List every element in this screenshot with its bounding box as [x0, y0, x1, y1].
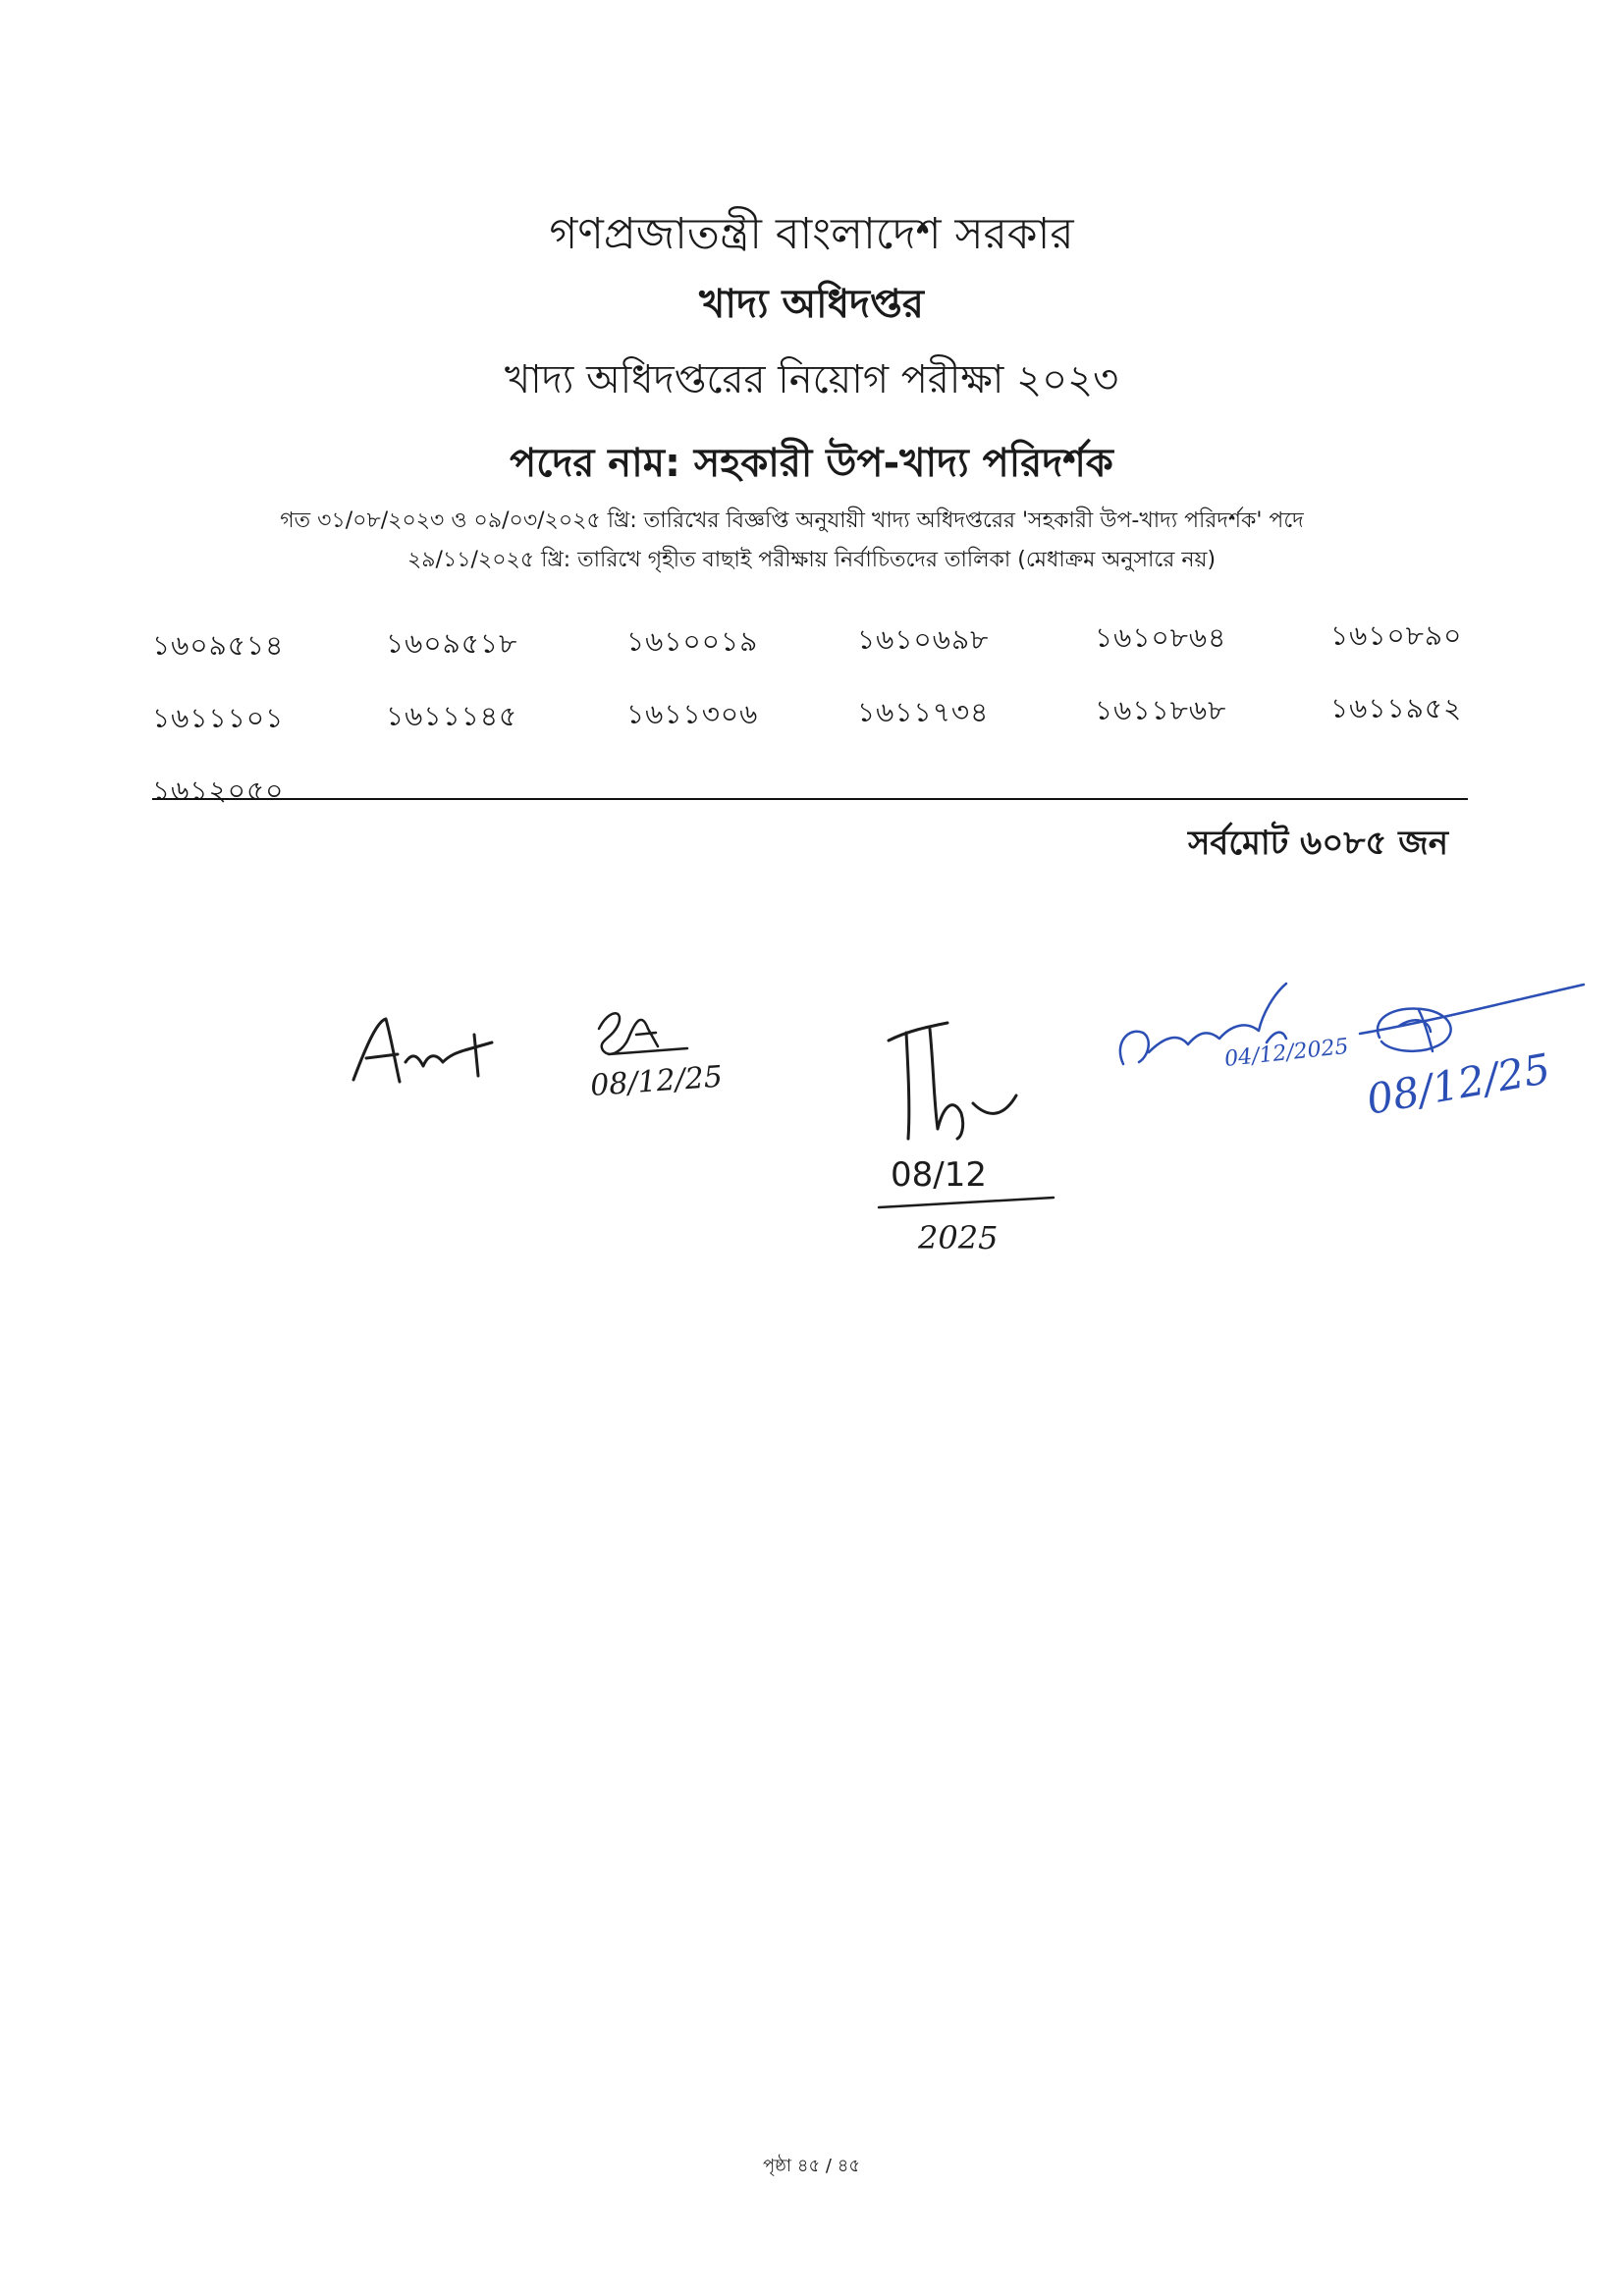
notice-line-1: গত ৩১/০৮/২০২৩ ও ০৯/০৩/২০২৫ খ্রি: তারিখের বিজ্ঞপ্তি অনুযায়ী খাদ্য অধিদপ্তরের 'সহকারী উপ-খাদ্য পরিদর্শক' পদে	[280, 508, 1304, 533]
exam-title: খাদ্য অধিদপ্তরের নিয়োগ পরীক্ষা ২০২৩	[504, 357, 1119, 402]
roll-number: ১৬১১৮৬৮	[1095, 694, 1227, 726]
signature-1	[349, 1011, 515, 1090]
signature-4-date: 04/12/2025	[1223, 1034, 1350, 1072]
signature-3	[879, 1011, 1075, 1266]
signature-4	[1109, 974, 1375, 1101]
roll-number: ১৬০৯৫১৪	[152, 629, 285, 662]
signature-3-date: 08/12	[891, 1155, 987, 1195]
roll-number: ১৬১১৯৫২	[1330, 692, 1463, 724]
roll-number: ১৬১০৮৬৪	[1095, 621, 1227, 654]
notice-line-2: ২৯/১১/২০২৫ খ্রি: তারিখে গৃহীত বাছাই পরীক্ষায় নির্বাচিতদের তালিকা (মেধাক্রম অনুসারে নয়)	[406, 548, 1217, 572]
signature-5-date: 08/12/25	[1363, 1043, 1554, 1124]
roll-number: ১৬১০০১৯	[626, 625, 759, 658]
roll-row	[152, 740, 1478, 807]
page-number: পৃষ্ঠা ৪৫ / ৪৫	[762, 2156, 861, 2176]
roll-number: ১৬১০৮৯০	[1330, 619, 1463, 652]
divider-line	[152, 798, 1468, 800]
roll-number: ১৬১১১০১	[152, 702, 285, 734]
total-count: সর্বমোট ৬০৮৫ জন	[1187, 824, 1448, 863]
roll-row	[152, 679, 1478, 740]
roll-number-list	[152, 618, 1478, 807]
department-title: খাদ্য অধিদপ্তর	[699, 282, 924, 327]
signature-5	[1360, 977, 1596, 1153]
roll-number: ১৬১১৭৩৪	[857, 696, 990, 728]
signature-2-date: 08/12/25	[589, 1059, 724, 1103]
roll-row	[152, 618, 1478, 679]
roll-number: ১৬১০৬৯৮	[857, 623, 990, 656]
government-title: গণপ্রজাতন্ত্রী বাংলাদেশ সরকার	[549, 209, 1074, 259]
roll-number: ১৬০৯৫১৮	[386, 627, 518, 660]
signature-3-year: 2025	[918, 1219, 999, 1256]
roll-number: ১৬১১৩০৬	[626, 698, 759, 730]
roll-number: ১৬১২০৫০	[152, 774, 285, 807]
roll-number: ১৬১১১৪৫	[386, 700, 518, 732]
post-title: পদের নাম: সহকারী উপ-খাদ্য পরিদর্শক	[510, 441, 1113, 486]
signature-2	[579, 999, 785, 1117]
